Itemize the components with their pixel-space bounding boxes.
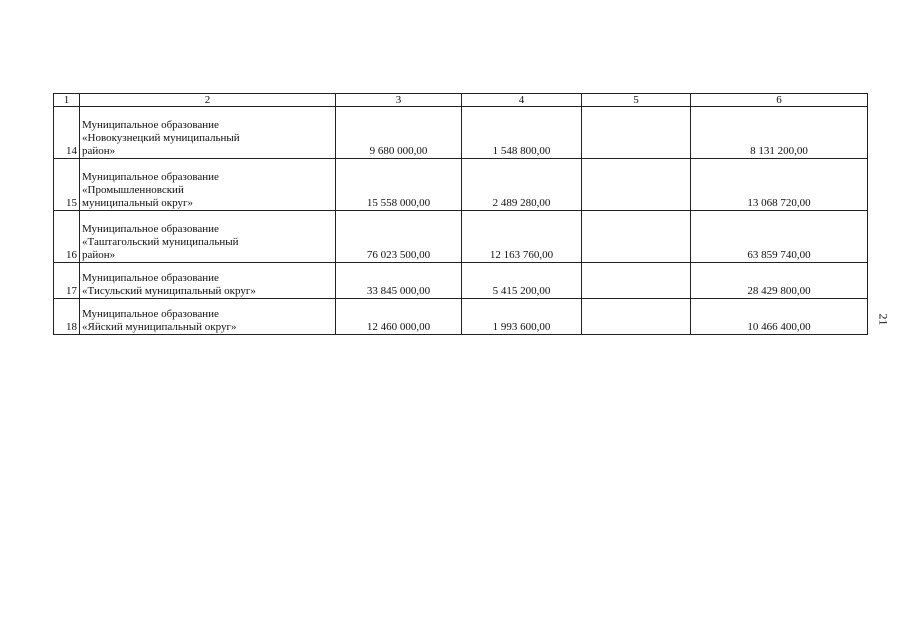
amount-col6: 28 429 800,00 <box>691 263 868 299</box>
column-header-6: 6 <box>691 94 868 107</box>
row-number: 18 <box>54 299 80 335</box>
amount-col5 <box>582 107 691 159</box>
amount-col5 <box>582 263 691 299</box>
amount-col5 <box>582 159 691 211</box>
amount-col6: 10 466 400,00 <box>691 299 868 335</box>
column-header-4: 4 <box>462 94 582 107</box>
table-header-row <box>54 94 868 107</box>
amount-col4: 5 415 200,00 <box>462 263 582 299</box>
municipality-name: Муниципальное образование «Новокузнецкий муниципальный район» <box>80 107 336 159</box>
table-row <box>54 211 868 263</box>
municipality-name: Муниципальное образование «Тисульский муниципальный округ» <box>80 263 336 299</box>
amount-col6: 13 068 720,00 <box>691 159 868 211</box>
amount-col5 <box>582 299 691 335</box>
table-row <box>54 159 868 211</box>
table-row <box>54 107 868 159</box>
column-header-2: 2 <box>80 94 336 107</box>
row-number: 14 <box>54 107 80 159</box>
table-row <box>54 263 868 299</box>
amount-col6: 63 859 740,00 <box>691 211 868 263</box>
amount-col4: 2 489 280,00 <box>462 159 582 211</box>
amount-total: 9 680 000,00 <box>336 107 462 159</box>
table-row <box>54 299 868 335</box>
page-number: 21 <box>876 313 891 326</box>
column-header-5: 5 <box>582 94 691 107</box>
amount-col4: 1 993 600,00 <box>462 299 582 335</box>
row-number: 15 <box>54 159 80 211</box>
row-number: 16 <box>54 211 80 263</box>
column-header-1: 1 <box>54 94 80 107</box>
municipality-name: Муниципальное образование «Таштагольский муниципальный район» <box>80 211 336 263</box>
municipality-name: Муниципальное образование «Промышленновский муниципальный округ» <box>80 159 336 211</box>
budget-table <box>53 93 868 335</box>
amount-total: 15 558 000,00 <box>336 159 462 211</box>
amount-col4: 12 163 760,00 <box>462 211 582 263</box>
amount-col5 <box>582 211 691 263</box>
amount-col6: 8 131 200,00 <box>691 107 868 159</box>
amount-total: 12 460 000,00 <box>336 299 462 335</box>
amount-total: 76 023 500,00 <box>336 211 462 263</box>
column-header-3: 3 <box>336 94 462 107</box>
row-number: 17 <box>54 263 80 299</box>
municipality-name: Муниципальное образование «Яйский муниципальный округ» <box>80 299 336 335</box>
amount-col4: 1 548 800,00 <box>462 107 582 159</box>
amount-total: 33 845 000,00 <box>336 263 462 299</box>
